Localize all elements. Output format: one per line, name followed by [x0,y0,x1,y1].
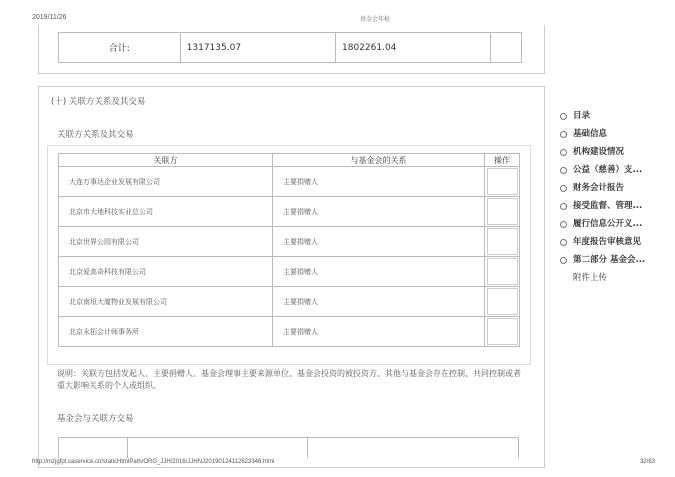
sidebar-item-part-two[interactable]: 第二部分 基金会... [560,254,645,272]
op-cell[interactable] [485,287,520,317]
bullet-icon [560,203,567,210]
bullet-icon [560,131,567,138]
sidebar-item-toc[interactable]: 目录 [560,110,645,128]
bullet-icon [560,239,567,246]
party-relation: 主要捐赠人 [273,197,485,227]
op-cell[interactable] [485,317,520,347]
sidebar-nav [560,110,645,290]
section-title: (十) 关联方关系及其交易 [51,97,146,107]
party-name: 大连万事达企业发展有限公司 [59,167,273,197]
col-header-party: 关联方 [59,154,273,167]
op-cell[interactable] [485,227,520,257]
table-row [59,167,520,197]
sidebar-item-org-building[interactable]: 机构建设情况 [560,146,645,164]
related-party-table [58,153,520,347]
section-subtitle: 关联方关系及其交易 [57,130,134,140]
bullet-icon [560,221,567,228]
summary-table [58,32,522,63]
print-date: 2019/11/26 [32,14,67,21]
party-name: 北京永拓会计师事务所 [59,317,273,347]
sidebar-item-attachments[interactable]: 附件上传 [573,273,608,283]
summary-label: 合计: [59,33,181,62]
party-relation: 主要捐赠人 [273,257,485,287]
table-row [59,197,520,227]
summary-value-1: 1317135.07 [181,33,336,62]
bullet-icon [560,149,567,156]
party-name: 北京爱高奇科技有限公司 [59,257,273,287]
party-relation: 主要捐赠人 [273,287,485,317]
party-name: 北京市大地科技实业总公司 [59,197,273,227]
party-relation: 主要捐赠人 [273,167,485,197]
op-cell[interactable] [485,167,520,197]
table-row [59,317,520,347]
col-header-op: 操作 [485,154,520,167]
transactions-table [58,437,519,458]
bullet-icon [560,113,567,120]
sidebar-item-disclosure[interactable]: 履行信息公开义... [560,218,645,236]
print-title: 基金会年检 [360,16,391,23]
related-party-note: 说明：关联方包括发起人、主要捐赠人、基金会理事主要来源单位、基金会投资的被投资方、其他与基金会存在控制、共同控制或者重大影响关系的个人或组织。 [57,369,521,390]
sidebar-item-basic-info[interactable]: 基础信息 [560,128,645,146]
table-row [59,227,520,257]
sidebar-item-supervision[interactable]: 接受监督、管理... [560,200,645,218]
page-number: 32/63 [640,459,656,465]
transactions-subtitle: 基金会与关联方交易 [57,414,134,424]
party-name: 北京世界公园有限公司 [59,227,273,257]
party-name: 北京南垣大厦物业发展有限公司 [59,287,273,317]
footer-url: http://mzjgfpt.caservice.cn/staticHtmlPath/ORG_JJH/2016/JJHNJ20190124112623346.html [32,459,275,465]
bullet-icon [560,257,567,264]
summary-value-2: 1802261.04 [336,33,491,62]
table-row [59,287,520,317]
party-relation: 主要捐赠人 [273,317,485,347]
bullet-icon [560,167,567,174]
sidebar-item-charity[interactable]: 公益（慈善）支... [560,164,645,182]
op-cell[interactable] [485,257,520,287]
sidebar-item-audit-opinion[interactable]: 年度报告审核意见 [560,236,645,254]
col-header-relation: 与基金会的关系 [273,154,485,167]
sidebar-item-financial-report[interactable]: 财务会计报告 [560,182,645,200]
summary-op-cell [491,33,521,62]
bullet-icon [560,185,567,192]
table-row [59,257,520,287]
party-relation: 主要捐赠人 [273,227,485,257]
op-cell[interactable] [485,197,520,227]
